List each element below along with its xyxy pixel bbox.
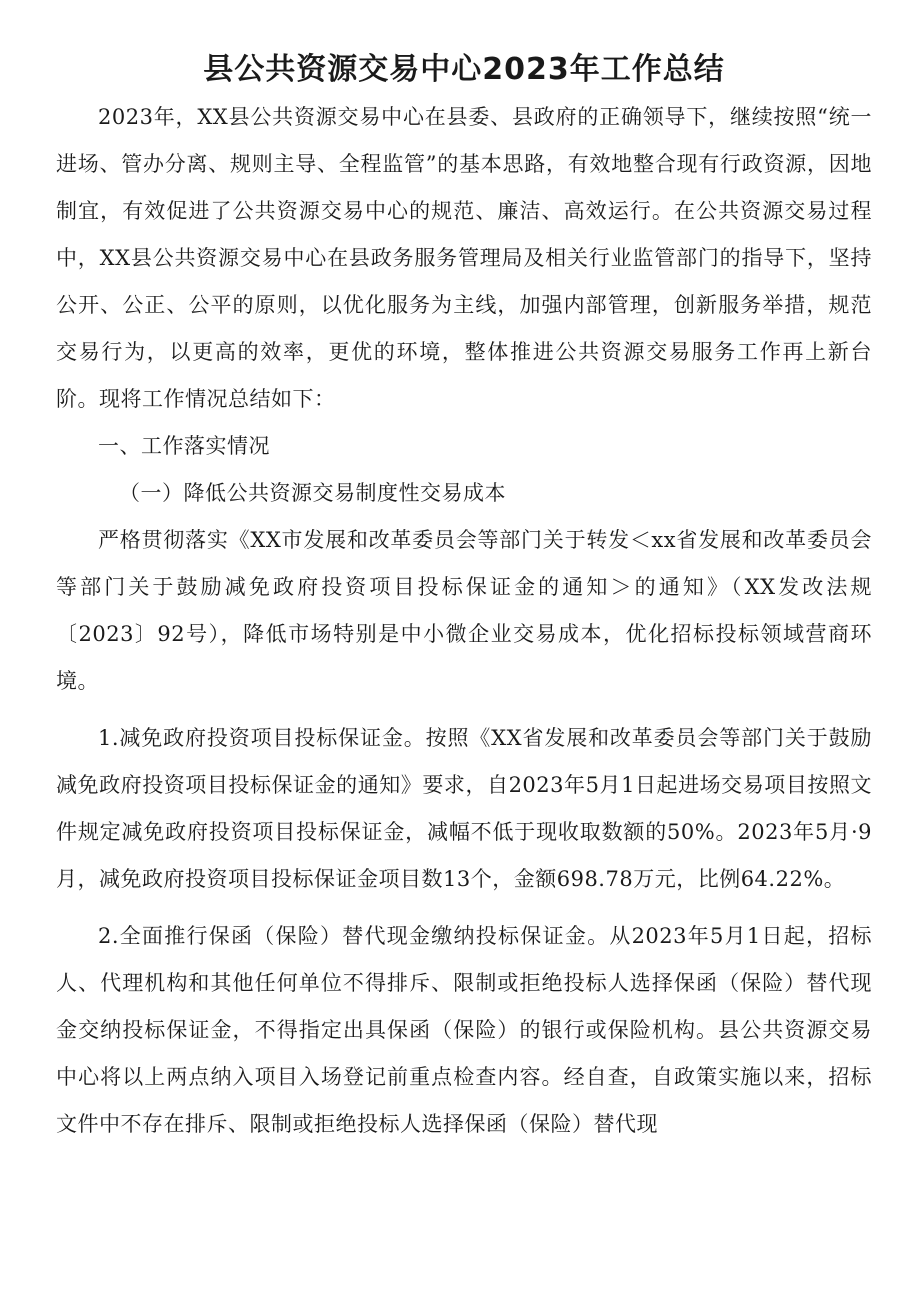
intro-paragraph: 2023年，XX县公共资源交易中心在县委、县政府的正确领导下，继续按照“统一进场、管办分离、规则主导、全程监管”的基本思路，有效地整合现有行政资源，因地制宜，有效促进了公共资源交易中心的规范、廉洁、高效运行。在公共资源交易过程中，XX县公共资源交易中心在县政务服务管理局及相关行业监管部门的指导下，坚持公开、公正、公平的原则，以优化服务为主线，加强内部管理，创新服务举措，规范交易行为，以更高的效率，更优的环境，整体推进公共资源交易服务工作再上新台阶。现将工作情况总结如下： xyxy=(56,105,872,411)
item-2-paragraph: 2.全面推行保函（保险）替代现金缴纳投标保证金。从2023年5月1日起，招标人、代理机构和其他任何单位不得排斥、限制或拒绝投标人选择保函（保险）替代现金交纳投标保证金，不得指定出具保函（保险）的银行或保险机构。县公共资源交易中心将以上两点纳入项目入场登记前重点检查内容。经自查，自政策实施以来，招标文件中不存在排斥、限制或拒绝投标人选择保函（保险）替代现 xyxy=(56,924,872,1136)
subsection-heading-1: （一）降低公共资源交易制度性交易成本 xyxy=(119,481,506,505)
item-1-paragraph: 1.减免政府投资项目投标保证金。按照《XX省发展和改革委员会等部门关于鼓励减免政府投资项目投标保证金的通知》要求，自2023年5月1日起进场交易项目按照文件规定减免政府投资项目投标保证金，减幅不低于现收取数额的50%。2023年5月·9月，减免政府投资项目投标保证金项目数13个，金额698.78万元，比例64.22%。 xyxy=(56,726,872,891)
document-title: 县公共资源交易中心2023年工作总结 xyxy=(203,52,725,87)
section-heading-1: 一、工作落实情况 xyxy=(98,434,270,458)
subsection-1-paragraph: 严格贯彻落实《XX市发展和改革委员会等部门关于转发＜xx省发展和改革委员会等部门关于鼓励减免政府投资项目投标保证金的通知＞的通知》（XX发改法规〔2023〕92号），降低市场特别是中小微企业交易成本，优化招标投标领域营商环境。 xyxy=(56,528,872,693)
